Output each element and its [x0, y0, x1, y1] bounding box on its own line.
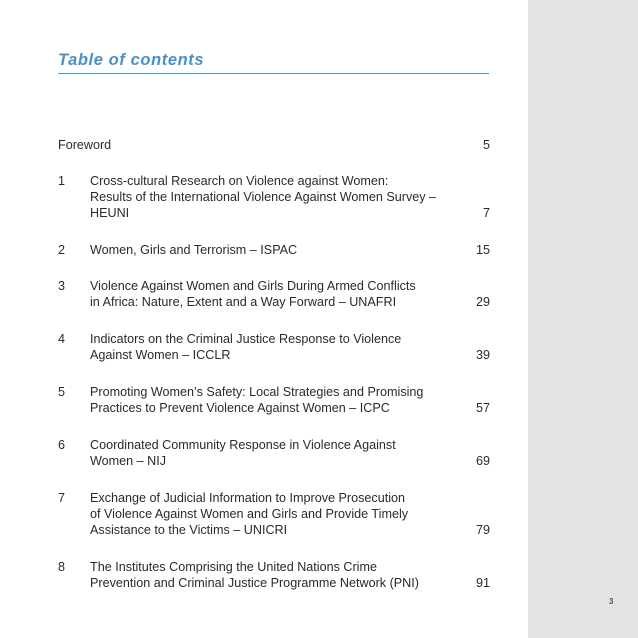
toc-entry[interactable]: [58, 490, 490, 559]
title-underline: [58, 73, 489, 74]
toc-title-line: Exchange of Judicial Information to Improve Prosecution: [90, 491, 406, 505]
toc-entry-number: 7: [58, 491, 66, 505]
toc-entry-page: 91: [475, 576, 490, 590]
toc-entry-title: [90, 278, 450, 310]
toc-title-line: Results of the International Violence Against Women Survey –: [90, 190, 437, 204]
toc-entry-title: Foreword: [58, 138, 112, 152]
toc-entry-title: [90, 331, 450, 363]
toc-title-line: of Violence Against Women and Girls and Provide Timely: [90, 507, 409, 521]
toc-entry-number: 2: [58, 243, 66, 257]
toc-title-line: Indicators on the Criminal Justice Response to Violence: [90, 332, 402, 346]
toc-entry-number: 4: [58, 332, 66, 346]
toc-title-line: The Institutes Comprising the United Nations Crime: [90, 560, 377, 574]
toc-title-line: Cross-cultural Research on Violence against Women:: [90, 174, 389, 188]
toc-entry[interactable]: [58, 173, 490, 242]
toc-entry-number: 6: [58, 438, 66, 452]
toc-entry-page: 69: [475, 454, 490, 468]
toc-entry-title: [90, 490, 450, 538]
toc-entry-title: [90, 173, 450, 221]
toc-title-line: Promoting Women’s Safety: Local Strategies and Promising: [90, 385, 424, 399]
toc-entry[interactable]: [58, 242, 490, 278]
toc-entry-title: [90, 242, 450, 258]
toc-entry[interactable]: [58, 278, 490, 331]
toc-entry-title: [90, 384, 450, 416]
toc-title-line: Violence Against Women and Girls During Armed Conflicts: [90, 279, 416, 293]
toc-entry[interactable]: [58, 384, 490, 437]
toc-entry-number: 5: [58, 385, 66, 399]
toc-title-line: in Africa: Nature, Extent and a Way Forward – UNAFRI: [90, 295, 397, 309]
toc-title-line: Practices to Prevent Violence Against Women – ICPC: [90, 401, 390, 415]
toc-title-line: Against Women – ICCLR: [90, 348, 231, 362]
toc-entry-title: [90, 437, 450, 469]
toc-entry[interactable]: [58, 559, 490, 612]
toc-title-line: HEUNI: [90, 206, 130, 220]
toc-entry-foreword[interactable]: [58, 137, 490, 173]
toc-entry[interactable]: [58, 331, 490, 384]
toc-entry-page: 39: [475, 348, 490, 362]
toc-title-line: Women, Girls and Terrorism – ISPAC: [90, 243, 298, 257]
toc-entry-number: 1: [58, 174, 66, 188]
toc-entry-page: 57: [475, 401, 490, 415]
side-margin-panel: [528, 0, 638, 638]
toc-entry-title: [90, 559, 450, 591]
toc-title-line: Women – NIJ: [90, 454, 167, 468]
toc-title-line: Prevention and Criminal Justice Programme Network (PNI): [90, 576, 419, 590]
toc-entry[interactable]: [58, 437, 490, 490]
toc-entry-page: 7: [482, 206, 490, 220]
table-of-contents: [58, 137, 490, 612]
toc-entry-page: 79: [475, 523, 490, 537]
toc-title-line: Coordinated Community Response in Violence Against: [90, 438, 396, 452]
toc-entry-page: 29: [475, 295, 490, 309]
toc-entry-number: 3: [58, 279, 66, 293]
toc-title-line: Assistance to the Victims – UNICRI: [90, 523, 288, 537]
page-title: Table of contents: [58, 51, 205, 69]
toc-entry-number: 8: [58, 560, 66, 574]
toc-entry-page: 15: [475, 243, 490, 257]
toc-entry-page: 5: [482, 138, 490, 152]
page-number: 3: [609, 597, 614, 606]
